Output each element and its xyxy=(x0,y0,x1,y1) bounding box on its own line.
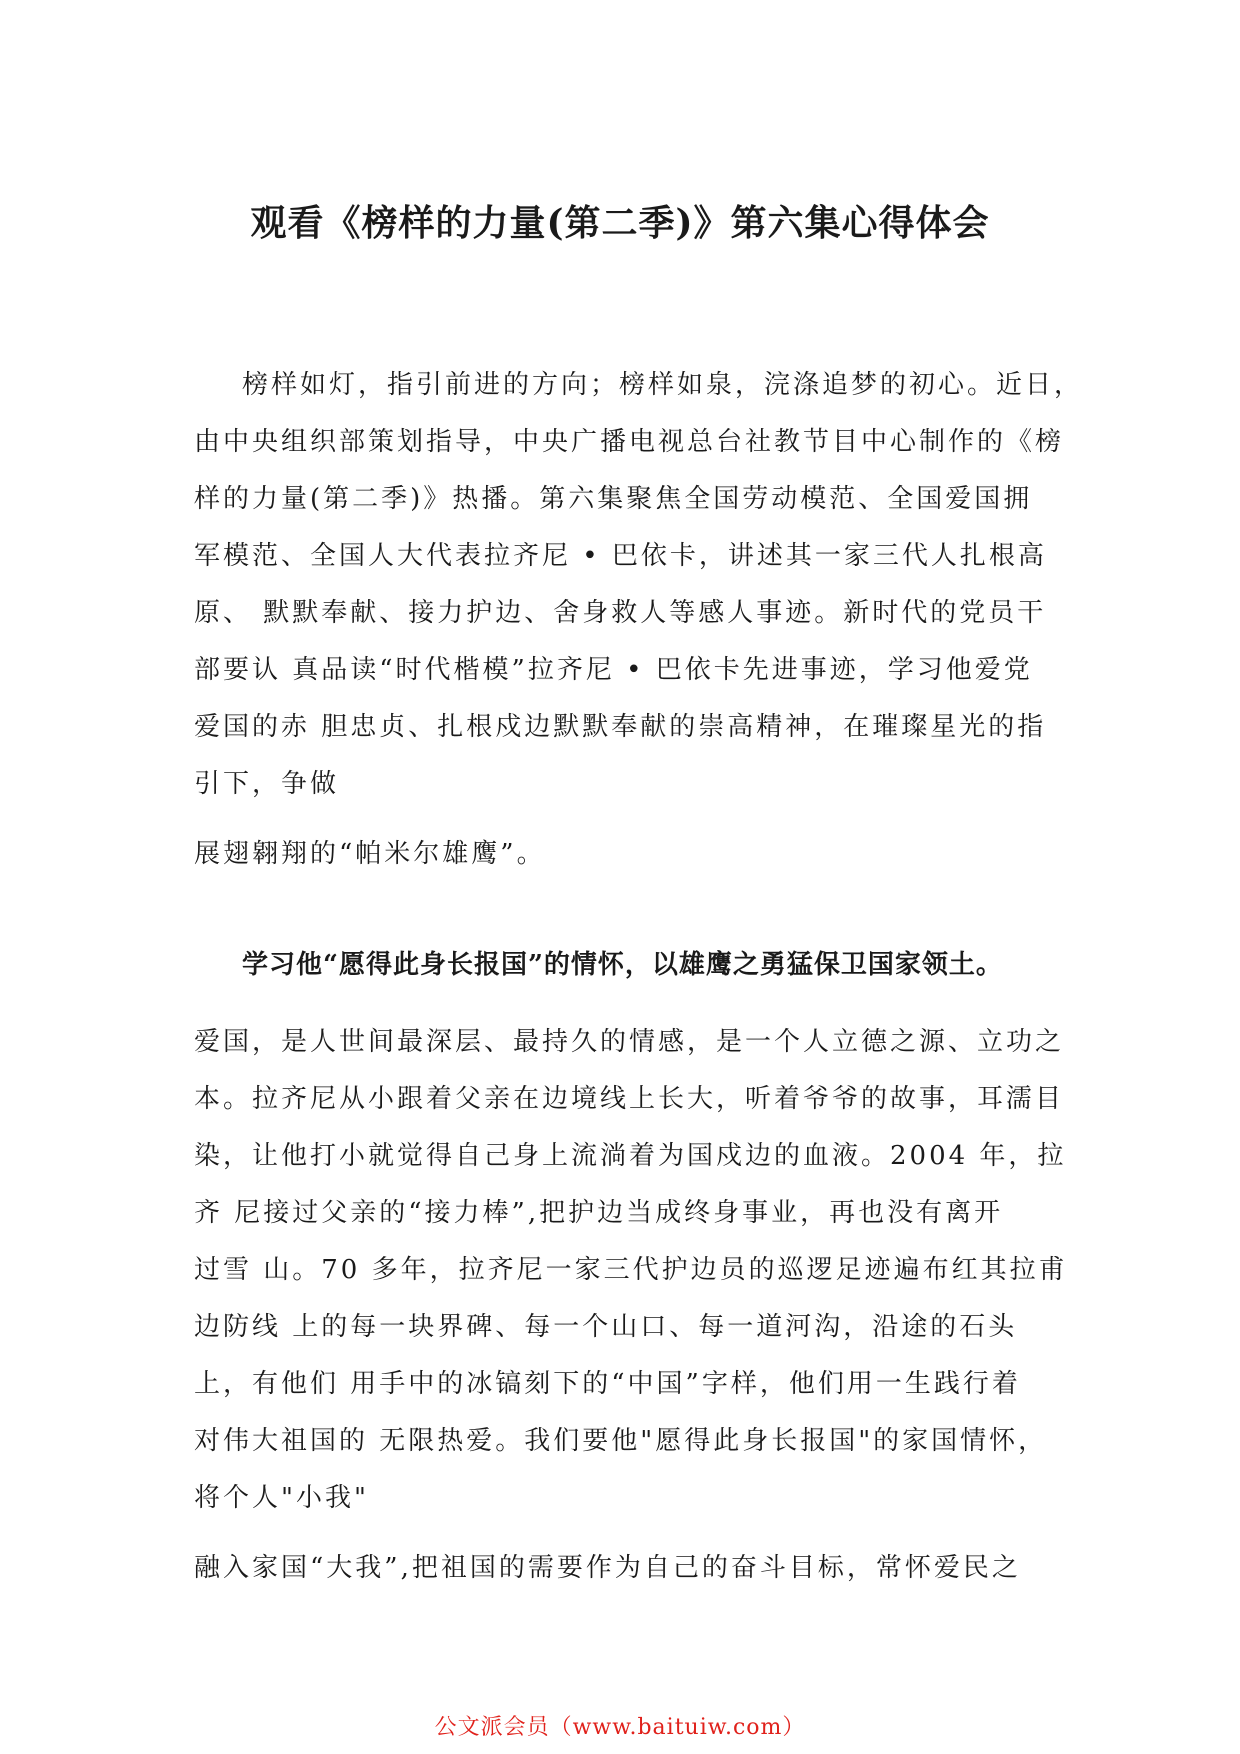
footer-watermark: 公文派会员（www.baituiw.com） xyxy=(434,1715,806,1740)
section-line-7: 上，有他们 用手中的冰镐刻下的“中国”字样，他们用一生践行着 xyxy=(194,1369,1021,1399)
section-line-2: 本。拉齐尼从小跟着父亲在边境线上长大，听着爷爷的故事，耳濡目 xyxy=(194,1084,1065,1114)
intro-line-3: 样的力量(第二季)》热播。第六集聚焦全国劳动模范、全国爱国拥 xyxy=(194,484,1033,514)
section-line-4: 齐 尼接过父亲的“接力棒”,把护边当成终身事业，再也没有离开 xyxy=(194,1198,1004,1228)
section-line-9: 将个人"小我" xyxy=(194,1483,369,1513)
intro-line-7: 爱国的赤 胆忠贞、扎根戍边默默奉献的崇高精神，在璀璨星光的指 xyxy=(194,712,1047,742)
intro-line-4: 军模范、全国人大代表拉齐尼 • 巴依卡，讲述其一家三代人扎根高 xyxy=(194,541,1047,571)
intro-line-8: 引下，争做 xyxy=(194,769,340,799)
section-line-5: 过雪 山。70 多年，拉齐尼一家三代护边员的巡逻足迹遍布红其拉甫 xyxy=(194,1255,1068,1285)
document-title: 观看《榜样的力量(第二季)》第六集心得体会 xyxy=(250,202,990,244)
intro-line-2: 由中央组织部策划指导，中央广播电视总台社教节目中心制作的《榜 xyxy=(194,427,1065,457)
section-line-3: 染，让他打小就觉得自己身上流淌着为国戍边的血液。2004 年，拉 xyxy=(194,1141,1067,1171)
intro-line-6: 部要认 真品读“时代楷模”拉齐尼 • 巴依卡先进事迹，学习他爱党 xyxy=(194,655,1033,685)
section-heading: 学习他“愿得此身长报国”的情怀，以雄鹰之勇猛保卫国家领土。 xyxy=(242,950,1003,980)
section-line-8: 对伟大祖国的 无限热爱。我们要他"愿得此身长报国"的家国情怀， xyxy=(194,1426,1048,1456)
section-line-10: 融入家国“大我”,把祖国的需要作为自己的奋斗目标，常怀爱民之 xyxy=(194,1553,1021,1583)
intro-line-5: 原、 默默奉献、接力护边、舍身救人等感人事迹。新时代的党员干 xyxy=(194,598,1047,628)
intro-line-1: 榜样如灯，指引前进的方向；榜样如泉，浣涤追梦的初心。近日， xyxy=(242,370,1084,400)
section-line-6: 边防线 上的每一块界碑、每一个山口、每一道河沟，沿途的石头 xyxy=(194,1312,1018,1342)
intro-line-9: 展翅翱翔的“帕米尔雄鹰”。 xyxy=(194,839,546,869)
section-line-1: 爱国，是人世间最深层、最持久的情感，是一个人立德之源、立功之 xyxy=(194,1027,1065,1057)
